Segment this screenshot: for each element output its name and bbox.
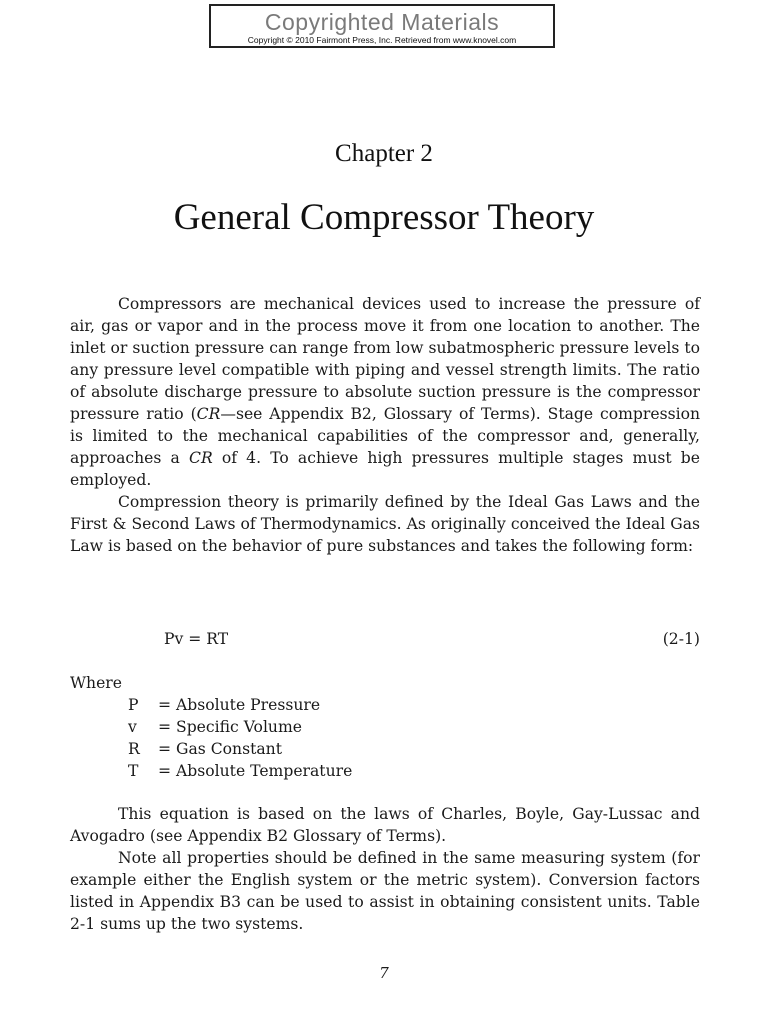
definition-symbol: R	[128, 740, 140, 758]
where-definitions	[70, 672, 353, 782]
paragraph-units: Note all properties should be defined in the same measuring system (for example either the English system or the metric system). Conversion factors listed in Appendix B3 can be used to assist in obtaining consistent units. Table 2-1 sums up the two systems.	[70, 849, 700, 933]
chapter-label: Chapter 2	[335, 140, 433, 167]
definition-text: = Gas Constant	[158, 740, 282, 758]
definition-row	[70, 738, 282, 760]
paragraph-laws: This equation is based on the laws of Charles, Boyle, Gay-Lussac and Avogadro (see Appendix B2 Glossary of Terms).	[70, 805, 700, 845]
chapter-title: General Compressor Theory	[173, 197, 595, 238]
page-number: 7	[379, 964, 389, 982]
where-label: Where	[70, 674, 122, 692]
cr-term: CR	[196, 405, 221, 423]
equation-2-1	[70, 628, 700, 650]
copyright-watermark	[209, 4, 555, 48]
definition-text: = Absolute Pressure	[158, 696, 321, 714]
definition-symbol: v	[128, 718, 137, 736]
body-text-top	[70, 293, 700, 557]
equation-number: (2-1)	[662, 630, 700, 648]
paragraph-intro-part2: —see Appendix B2, Glossary of Terms). Stage compression is limited to the mechanical capabilities of the compressor and, generally, approaches a	[70, 405, 700, 467]
copyright-title: Copyrighted Materials	[264, 9, 500, 35]
paragraph-intro-part1: Compressors are mechanical devices used to increase the pressure of air, gas or vapor and in the process move it from one location to another. The inlet or suction pressure can range from low subatmospheric pressure levels to any pressure level compatible with piping and vessel strength limits. The ratio of absolute discharge pressure to absolute suction pressure is the compressor pressure ratio (	[70, 295, 700, 423]
definition-symbol: P	[128, 696, 139, 714]
paragraph-intro-part3: of 4. To achieve high pressures multiple stages must be employed.	[70, 449, 700, 489]
copyright-notice: Copyright © 2010 Fairmont Press, Inc. Retrieved from www.knovel.com	[247, 35, 517, 45]
definition-row	[70, 694, 321, 716]
paragraph-intro	[70, 293, 700, 491]
definition-text: = Absolute Temperature	[158, 762, 353, 780]
definition-row	[70, 760, 353, 782]
equation-expression: Pv = RT	[164, 630, 229, 648]
paragraph-theory: Compression theory is primarily defined by the Ideal Gas Laws and the First & Second Laws of Thermodynamics. As originally conceived the Ideal Gas Law is based on the behavior of pure substances and takes the following form:	[70, 493, 700, 555]
definition-symbol: T	[128, 762, 139, 780]
definition-text: = Specific Volume	[158, 718, 302, 736]
definition-row	[70, 716, 302, 738]
body-text-bottom	[70, 803, 700, 935]
cr-term-2: CR	[189, 449, 213, 467]
